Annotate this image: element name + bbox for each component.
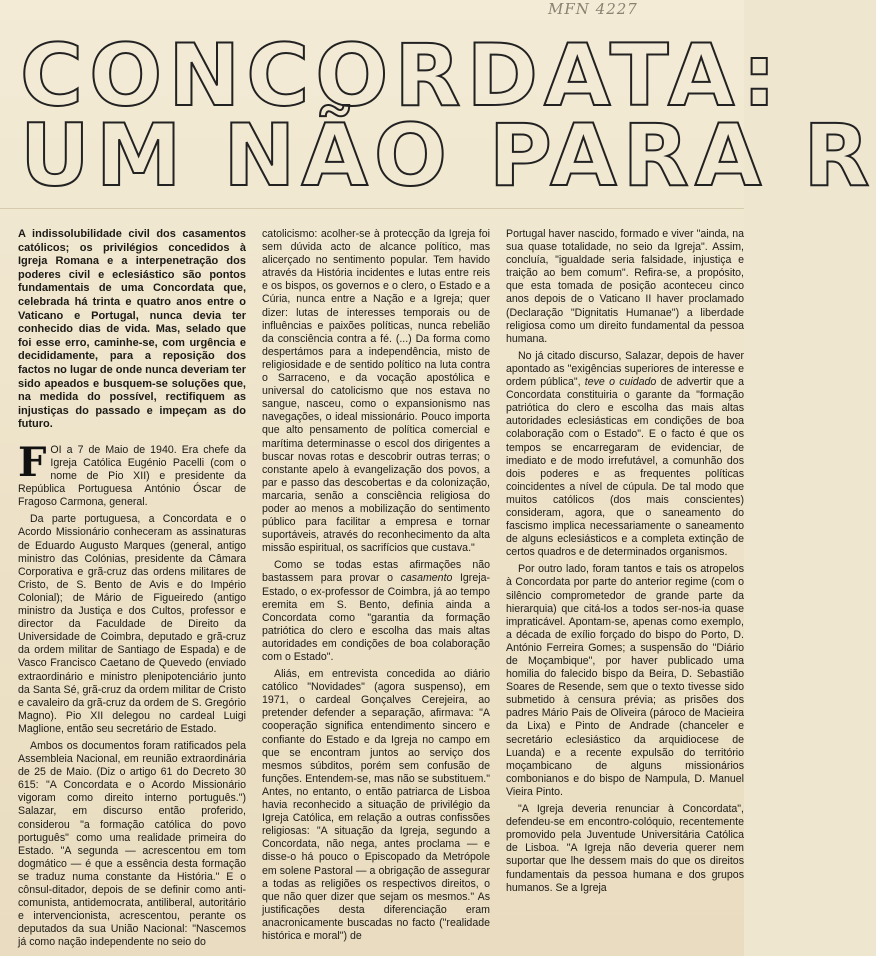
headline-line-2: UM NÃO PARA R [20, 106, 876, 206]
article-paragraph: Portugal haver nascido, formado e viver "ainda, na sua quase totalidade, no seio da Igreja". Assim, concluía, "igualdade seria falsidade, injustiça e traição ao bem comum". Refira-se, a propósito, que esta tomada de posição aconteceu cinco anos depois de o Vaticano II haver proclamado (Declaração "Dignitatis Humanae") a liberdade religiosa como um direito fundamental da pessoa humana. [506, 228, 744, 345]
headline-divider [0, 208, 744, 209]
drop-cap: F [18, 438, 47, 486]
article-column-1 [18, 228, 246, 953]
article-paragraph: Ambos os documentos foram ratificados pela Assembleia Nacional, em reunião extraordinária de 25 de Maio. (Diz o artigo 61 do Decreto 30 615: "A Concordata e o Acordo Missionário vigoram como direito interno português.") Salazar, em discurso então proferido, considerou "a formação católica do povo português" como uma realidade primeira do Estado. "A segunda — acrescentou em tom dogmático — é que a essência desta formação se traduz numa constante da História." E o cônsul-ditador, depois de se definir como anti-comunista, antidemocrata, antiliberal, autoritário e intervencionista, acrescentou, perante os deputados da sua União Nacional: "Nascemos já como nação independente no seio do [18, 739, 246, 949]
article-paragraph: catolicismo: acolher-se à protecção da Igreja foi sem dúvida acto de alcance político, mas alicerçado no sentimento popular. Tem havido através da História incidentes e lutas entre reis e os bispos, os governos e o clero, o Estado e a Cúria, nunca entre a Nação e a Igreja; quer dizer: lutas de interesses temporais ou de influências e paixões políticas, nunca rebelião da consciência contra a fé. (...) Da forma como despertámos para a independência, misto de religiosidade e de sentido político na luta contra o Sarraceno, e da vocação apostólica e universal do catolicismo que nos estava no sangue, nasceu, como o expansionismo nas navegações, o ideal missionário. Pouco importa que alto pensamento de política comercial e marítima determinasse o escol dos dirigentes a buscar novas rotas e descobrir outras terras; o constante apelo à evangelização dos povos, a par e passo das descobertas e da colonização, marcaria, senão a consciência religiosa do poder ao menos a mobilização do sentimento público para facilitar a empresa e tornar suportáveis, através do reconhecimento da alta missão espiritual, os sacrifícios que custava." [262, 228, 490, 555]
article-paragraph: Aliás, em entrevista concedida ao diário católico "Novidades" (agora suspenso), em 1971, o cardeal Gonçalves Cerejeira, ao pretender defender a separação, afirmava: "A cooperação significa entendimento sincero e confiante do Estado e da Igreja no campo em que se encontram juntos ao serviço dos mesmos súbditos, porém sem confusão de funções. Entendem-se, mas não se substituem." Antes, no entanto, o então patriarca de Lisboa havia reconhecido a situação de privilégio da Igreja Católica, em relação a outras confissões religiosas: "A situação da Igreja, segundo a Concordata, não nega, antes proclama — e disse-o há pouco o Episcopado da Metrópole em solene Pastoral — a obrigação de assegurar a todas as religiões os respectivos direitos, o que não quer dizer que sejam os mesmos." As justificações desta diferenciação eram anacronicamente buscadas no facto ("realidade histórica e moral") de [262, 668, 490, 942]
article-column-2 [262, 228, 490, 947]
article-lead: A indissolubilidade civil dos casamentos católicos; os privilégios concedidos à Igreja Romana e a interpenetração dos poderes civil e eclesiástico são pontos fundamentais de uma Concordata que, celebrada há trinta e quatro anos entre o Vaticano e Portugal, nunca devia ter conhecido dias de vida. Mas, selado que foi esse erro, caminhe-se, com urgência e decididamente, para a reposição dos factos no lugar de onde nunca deveriam ter sido apeados e busquem-se soluções que, na medida do possível, rectifiquem as injustiças do passado e impeçam as do futuro. [18, 228, 246, 431]
article-paragraph: Como se todas estas afirmações não bastassem para provar o casamento Igreja-Estado, o ex-professor de Coimbra, já ao tempo eremita em S. Bento, definia ainda a Concordata como "garantia da formação patriótica do clero e escolha das mais altas autoridades em condições de boa colaboração com o Estado". [262, 559, 490, 663]
article-paragraph: FOI a 7 de Maio de 1940. Era chefe da Igreja Católica Eugénio Pacelli (com o nome de Pio XII) e presidente da República Portuguesa António Óscar de Fragoso Carmona, general. [18, 438, 246, 509]
article-paragraph: "A Igreja deveria renunciar à Concordata", defendeu-se em encontro-colóquio, recentemente promovido pela Juventude Universitária Católica de Lisboa. "A Igreja não deveria querer nem suportar que lhe dessem mais do que os direitos fundamentais da pessoa humana e dos grupos humanos. Se a Igreja [506, 803, 744, 894]
headline-line-1: CONCORDATA: [20, 26, 783, 126]
italic-phrase: teve o cuidado [584, 376, 657, 389]
article-paragraph: Da parte portuguesa, a Concordata e o Acordo Missionário conheceram as assinaturas de Eduardo Augusto Marques (general, antigo ministro das Colónias, presidente da Câmara Corporativa e grã-cruz das ordens militares de Cristo, de S. Bento de Avis e do Império Colonial); de Mário de Figueiredo (antigo ministro da Justiça e dos Cultos, professor e director da Faculdade de Direito da Universidade de Coimbra, deputado e grã-cruz da ordem militar de Santiago de Espada) e de Vasco Francisco Caetano de Quevedo (enviado extraordinário e ministro plenipotenciário junto da Santa Sé, grã-cruz da ordem militar de Cristo e cavaleiro da grã-cruz da ordem de S. Gregório Magno). Pio XII delegou no cardeal Luigi Maglione, então seu secretário de Estado. [18, 513, 246, 735]
handwritten-archive-note: MFN 4227 [548, 0, 638, 18]
article-paragraph: No já citado discurso, Salazar, depois de haver apontado as "exigências superiores de interesse e ordem pública", teve o cuidado de advertir que a Concordata constituiria o garante da "formação patriótica do clero e escolha das mais altas autoridades eclesiásticas em condições de boa colaboração com o Estado". E o facto é que os tempos se encarregaram de evidenciar, de imediato e de modo irrefutável, a comunhão dos dois poderes e as frequentes políticas coincidentes a nível de cúpula. De tal modo que muitos católicos (dos mais conscientes) consideram, agora, que o saneamento do fascismo implica necessariamente o saneamento de alguns eclesiásticos e a completa extinção de certos quadros e de determinados organismos. [506, 349, 744, 559]
article-paragraph: Por outro lado, foram tantos e tais os atropelos à Concordata por parte do anterior regime (com o silêncio comprometedor de grande parte da hierarquia) que citá-los a todos ser-nos-ia quase impraticável. Apontam-se, apenas como exemplo, a década de exílio forçado do bispo do Porto, D. António Ferreira Gomes; a suspensão do "Diário de Moçambique", por haver publicado uma homilia do falecido bispo da Beira, D. Sebastião Soares de Resende, sem que o texto tivesse sido submetido à censura prévia; as prisões dos padres Mário Pais de Oliveira (pároco de Macieira da Lixa) e Pinto de Andrade (chanceler e secretário eclesiástico da arquidiocese de Luanda) e a recente expulsão do território moçambicano de alguns missionários combonianos e do bispo de Nampula, D. Manuel Vieira Pinto. [506, 563, 744, 798]
italic-term: casamento [400, 572, 453, 585]
article-column-3 [506, 228, 744, 899]
